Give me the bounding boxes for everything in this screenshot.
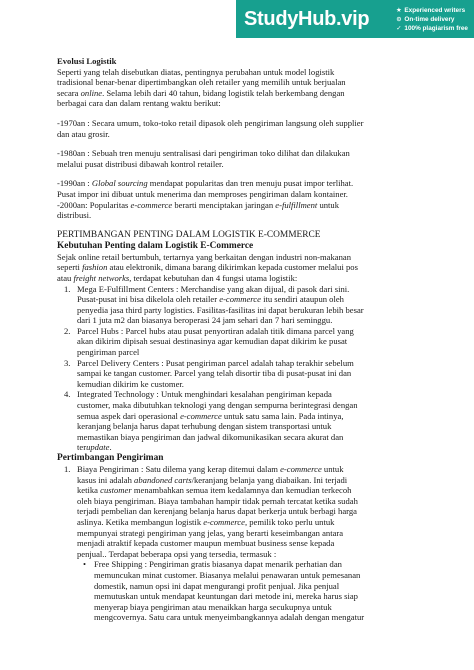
paragraph-intro: Seperti yang telah disebutkan diatas, pentingnya perubahan untuk model logistik tradisional benar-benar dipertimbangkan oleh retailer yang memilih untuk berjualan secara online. Selama lebih dari 40 tahun, bidang logistik telah berkembang dengan berbagai cara dan dalam rentang waktu berikut:: [57, 66, 346, 109]
shipping-considerations-list: [57, 464, 419, 559]
paragraph-kebutuhan: Sejak online retail bertumbuh, tertarnya yang berkaitan dengan industri non-makanan seperti fashion atau elektronik, dimana barang dikirimkan kepada customer melalui pos atau freight networks, terdapat kebutuhan dan 4 fungsi utama logistik:: [57, 251, 358, 283]
bullet-icon: •: [83, 559, 87, 570]
badge-plagiarism-free: [395, 24, 468, 32]
heading-evolusi-logistik: Evolusi Logistik: [57, 56, 117, 66]
paragraph-2000an: -2000an: Popularitas e-commerce berarti menciptakan jaringan e-fulfillment untuk distribusi.: [57, 199, 340, 221]
list-item: 4. Integrated Technology : Untuk menghindari kesalahan pengiriman kepada customer, maka dibutuhkan teknologi yang dengan sempurna berintegrasi dengan semua aspek dari operasional e-commerce untuk satu sama lain. Pada intinya, keranjang belanja harus dapat terhubung dengan sistem transportasi untuk memastikan biaya pengiriman dan jadwal dikomunikasikan secara akurat dan terupdate.: [64, 389, 358, 453]
feature-badges: [395, 6, 474, 32]
list-item: 1. Mega E-Fulfillment Centers : Merchandise yang akan dijual, di pasok dari sini. Pusat-pusat ini bisa dikelola oleh retailer e-commerce itu sendiri ataupun oleh penyedia jasa third party logistics. Fasilitas-fasilitas ini dapat berukuran lebih besar dari 1 juta m2 dan biasanya beroperasi 24 jam sehari dan 7 hari seminggu.: [64, 283, 364, 326]
logistics-functions-list: [57, 284, 419, 454]
list-item: 2. Parcel Hubs : Parcel hubs atau pusat penyortiran adalah titik dimana parcel yang akan dikirim dipisah sesuai destinasinya agar kemudian dapat dikirim ke pusat pengiriman parcel: [64, 325, 354, 358]
clock-icon: ⊙: [396, 16, 402, 23]
heading-pertimbangan-pengiriman: Pertimbangan Pengiriman: [57, 453, 164, 463]
badge-label: 100% plagiarism free: [404, 24, 468, 32]
check-icon: ✓: [396, 25, 402, 32]
list-item: 3. Parcel Delivery Centers : Pusat pengiriman parcel adalah tahap terakhir sebelum sampai ke tangan customer. Parcel yang telah disortir tiba di pusat-pusat ini dan kemudian dikirim ke customer.: [64, 357, 354, 389]
badge-label: On-time delivery: [404, 15, 455, 23]
list-item: 1. Biaya Pengiriman : Satu dilema yang kerap ditemui dalam e-commerce untuk kasus ini adalah abandoned carts/keranjang belanja yang diabaikan. Ini terjadi ketika customer menambahkan semua item kedalamnya dan kemudian terkecoh oleh biaya pengiriman. Biaya tambahan hampir tidak pernah tercatat ketika sudah terjadi pembelian dan kerenjang belanja harus dapat berkerja untuk berbagi harga aslinya. Ketika membangun logistik e-commerce, pemilik toko perlu untuk mempunyai strategi pengiriman yang jelas, yang berarti keseimbangan antara menjadi atraktif kepada customer maupun membuat business sense kepada penjual.. Terdapat beberapa opsi yang tersedia, termasuk :: [64, 464, 358, 559]
shipping-options-list: [57, 559, 419, 623]
star-icon: ★: [396, 7, 402, 14]
list-item: • Free Shipping : Pengiriman gratis biasanya dapat menarik perhatian dan memuncukan minat customer. Biasanya melalui penawaran untuk pemesanan domestik, namun opsi ini dapat mengurangi profit penjual. Jika penjual memutuskan untuk mendapat keuntungan dari metode ini, mereka harus siap menyerap biaya pengiriman atau menaikkan harga secukupnya untuk mengcovernya. Satu cara untuk menyeimbangkannya adalah dengan mengatur: [83, 559, 365, 623]
studyhub-banner[interactable]: [236, 0, 474, 38]
paragraph-1970an: -1970an : Secara umum, toko-toko retail dipasok oleh pengiriman langsung oleh supplier dan atau grosir.: [57, 117, 364, 139]
paragraph-1980an: -1980an : Sebuah tren menuju sentralisasi dari pengiriman toko dilihat dan dilakukan melalui pusat distribusi dibawah kontrol retailer.: [57, 148, 350, 169]
heading-kebutuhan-penting: Kebutuhan Penting dalam Logistik E-Commerce: [57, 240, 254, 251]
badge-on-time-delivery: [395, 15, 468, 23]
document-page: [57, 56, 419, 623]
paragraph-1990an: -1990an : Global sourcing mendapat popularitas dan tren menuju pusat impor terlihat. Pusat impor ini dibuat untuk menerima dan memproses pengiriman dalam kontainer.: [57, 178, 354, 199]
badge-label: Experienced writers: [404, 6, 466, 14]
badge-experienced-writers: [395, 6, 468, 14]
section-title: PERTIMBANGAN PENTING DALAM LOGISTIK E-COMMERCE: [57, 229, 321, 240]
studyhub-logo[interactable]: StudyHub.vip: [244, 7, 370, 30]
